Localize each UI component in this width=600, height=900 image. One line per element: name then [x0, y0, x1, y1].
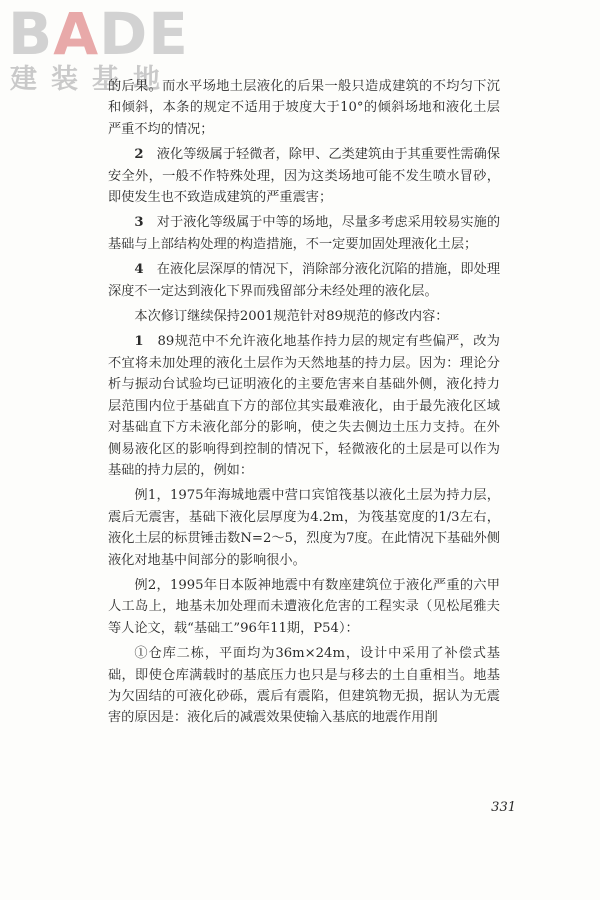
item-number: 3 — [134, 215, 144, 231]
paragraph: ①仓库二栋，平面均为36m×24m，设计中采用了补偿式基础，即使仓库满载时的基底压力也只是与移去的土自重相当。地基为欠固结的可液化砂砾，震后有震陷，但建筑物无损，据认为无震害的原因是：液化后的减震效果使输入基底的地震作用削 — [108, 646, 500, 726]
paragraph: 本次修订继续保持2001规范针对89规范的修改内容： — [134, 309, 449, 325]
paragraph: 例1，1975年海城地震中营口宾馆筏基以液化土层为持力层，震后无震害，基础下液化层厚度为4.2m，为筏基宽度的1/3左右，液化土层的标贯锤击数N=2～5，烈度为7度。在此情况下基础外侧液化对地基中间部分的影响很小。 — [108, 488, 500, 568]
paragraph: 的后果。而水平场地土层液化的后果一般只造成建筑的不均匀下沉和倾斜，本条的规定不适用于坡度大于10°的倾斜场地和液化土层严重不均的情况； — [108, 79, 500, 137]
logo-wordmark: BADE — [8, 0, 189, 68]
paragraph: 3 对于液化等级属于中等的场地，尽量多考虑采用较易实施的基础与上部结构处理的构造措施，不一定要加固处理液化土层； — [108, 215, 501, 252]
item-number: 4 — [134, 262, 144, 278]
item-number: 2 — [134, 147, 144, 163]
paragraph: 例2，1995年日本阪神地震中有数座建筑位于液化严重的六甲人工岛上，地基未加处理而未遭液化危害的工程实录（见松尾雅夫等人论文，载“基础工”96年11期，P54）： — [108, 577, 500, 636]
paragraph: 1 89规范中不允许液化地基作持力层的规定有些偏严，改为不宜将未加处理的液化土层作为天然地基的持力层。因为：理论分析与振动台试验均已证明液化的主要危害来自基础外侧，液化持力层范围内位于基础直下方的部位其实最难液化，由于最先液化区域对基础直下方未液化部分的影响，使之失去侧边土压力支持。在外侧易液化区的影响得到控制的情况下，轻微液化的土层是可以作为基础的持力层的，例如： — [108, 334, 500, 478]
page-number: 331 — [491, 800, 516, 815]
paragraph: 4 在液化层深厚的情况下，消除部分液化沉陷的措施，即处理深度不一定达到液化下界而残留部分未经处理的液化层。 — [108, 262, 501, 299]
item-number: 1 — [134, 334, 144, 350]
logo-subtitle: 建装基地 — [10, 64, 174, 95]
paragraph: 2 液化等级属于轻微者，除甲、乙类建筑由于其重要性需确保安全外，一般不作特殊处理，因为这类场地可能不发生喷水冒砂，即使发生也不致造成建筑的严重震害； — [108, 147, 501, 206]
page-body — [108, 76, 500, 733]
